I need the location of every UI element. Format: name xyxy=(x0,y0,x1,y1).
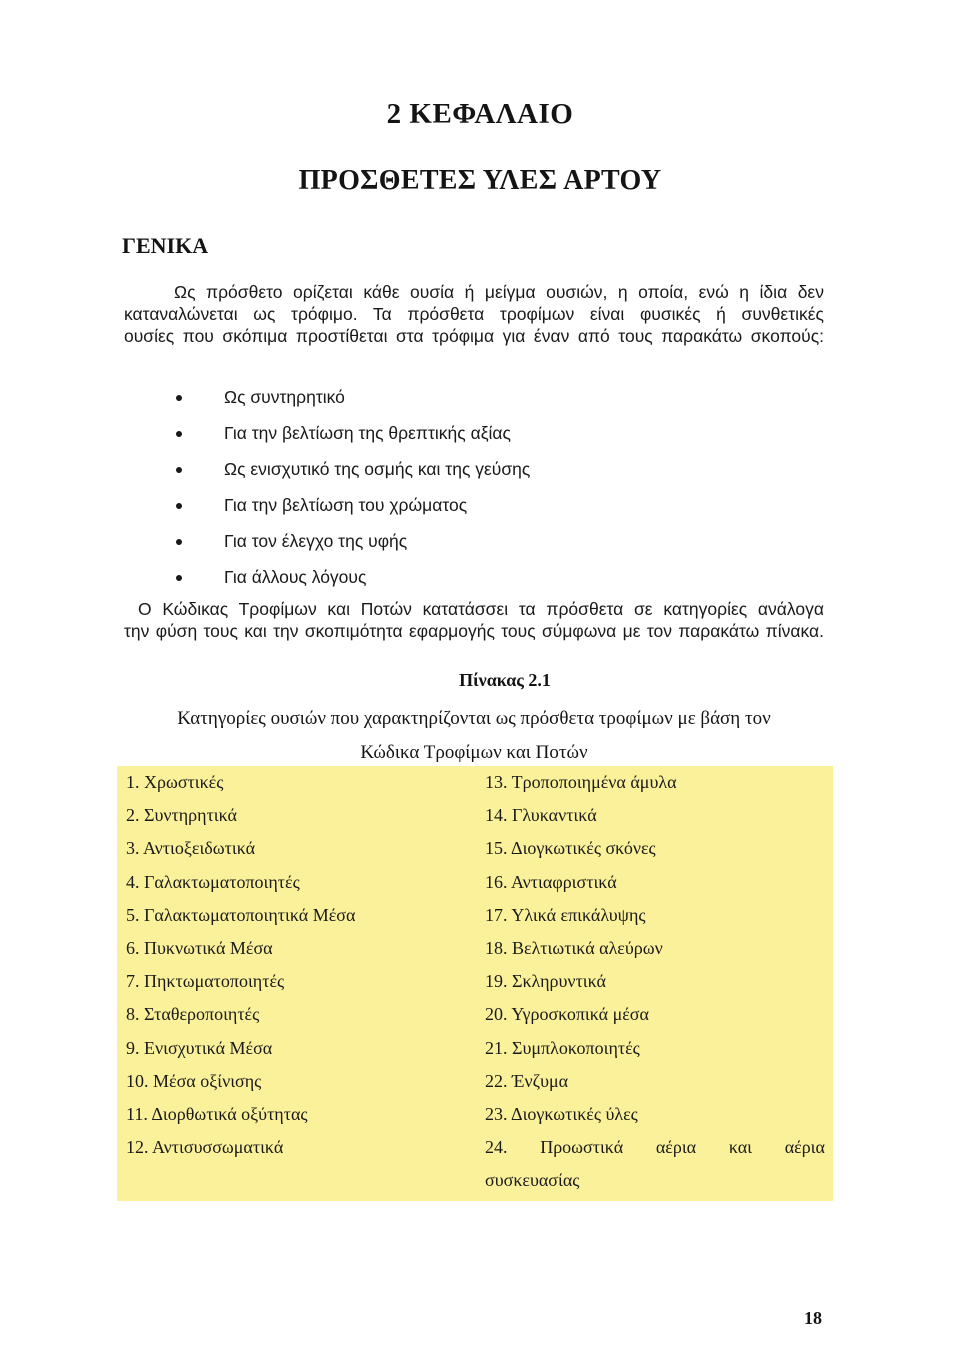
bullet-icon xyxy=(176,395,182,401)
table-item: 23. Διογκωτικές ύλες xyxy=(485,1103,638,1124)
table-item: 16. Αντιαφριστικά xyxy=(485,871,617,892)
table-item: 20. Υγροσκοπικά μέσα xyxy=(485,1004,649,1025)
table-item: 22. Ένζυμα xyxy=(485,1070,569,1091)
intro-line: Ως πρόσθετο ορίζεται κάθε ουσία ή μείγμα ουσιών, η οποία, ενώ η ίδια δεν xyxy=(174,282,824,302)
table-caption-line: Κατηγορίες ουσιών που χαρακτηρίζονται ως πρόσθετα τροφίμων με βάση τον xyxy=(177,708,771,729)
item-number: 24. xyxy=(485,1137,508,1158)
table-item: 6. Πυκνωτικά Μέσα xyxy=(126,937,273,958)
table-item-continuation: συσκευασίας xyxy=(485,1170,580,1191)
table-left-column xyxy=(126,770,355,1168)
table-item-last xyxy=(485,1135,825,1168)
chapter-title: 2 ΚΕΦΑΛΑΙΟ xyxy=(386,98,574,130)
code-paragraph xyxy=(124,598,824,642)
table-caption xyxy=(124,702,824,770)
bullet-icon xyxy=(176,575,182,581)
item-word: αέρια xyxy=(784,1137,825,1158)
section-heading: ΓΕΝΙΚΑ xyxy=(122,233,209,258)
table-item: 3. Αντιοξειδωτικά xyxy=(126,838,256,859)
table-item: 10. Μέσα οξίνισης xyxy=(126,1070,262,1091)
table-item: 13. Τροποποιημένα άμυλα xyxy=(485,772,677,792)
bullet-icon xyxy=(176,503,182,509)
table-right-column xyxy=(485,770,825,1198)
purpose-text: Για την βελτίωση του χρώματος xyxy=(224,495,468,515)
item-word: αέρια xyxy=(655,1137,697,1158)
table-item: 4. Γαλακτωματοποιητές xyxy=(126,871,300,892)
item-word: και xyxy=(728,1137,752,1158)
purpose-text: Για άλλους λόγους xyxy=(224,567,367,587)
purpose-text: Για την βελτίωση της θρεπτικής αξίας xyxy=(224,423,511,443)
list-item xyxy=(176,529,530,565)
code-line: Ο Κώδικας Τροφίμων και Ποτών κατατάσσει τα πρόσθετα σε κατηγορίες ανάλογα xyxy=(138,599,824,619)
table-item: 5. Γαλακτωματοποιητικά Μέσα xyxy=(126,904,356,925)
list-item xyxy=(176,457,530,493)
item-word: Προωστικά xyxy=(540,1137,624,1158)
page-number: 18 xyxy=(804,1308,822,1328)
purpose-text: Ως ενισχυτικό της οσμής και της γεύσης xyxy=(224,459,531,479)
table-item: 19. Σκληρυντικά xyxy=(485,971,606,992)
table-item: 15. Διογκωτικές σκόνες xyxy=(485,838,656,859)
purpose-list xyxy=(176,385,530,601)
purpose-text: Για τον έλεγχο της υφής xyxy=(224,531,408,551)
table-item: 8. Σταθεροποιητές xyxy=(126,1004,260,1025)
table-item: 2. Συντηρητικά xyxy=(126,805,237,826)
table-item: 12. Αντισυσσωματικά xyxy=(126,1137,284,1158)
page-title: ΠΡΟΣΘΕΤΕΣ ΥΛΕΣ ΑΡΤΟΥ xyxy=(298,165,662,196)
table-item: 11. Διορθωτικά οξύτητας xyxy=(126,1103,308,1124)
table-item: 9. Ενισχυτικά Μέσα xyxy=(126,1037,273,1058)
code-line: την φύση τους και την σκοπιμότητα εφαρμογής τους σύμφωνα με τον παρακάτω πίνακα. xyxy=(124,621,824,641)
table-label: Πίνακας 2.1 xyxy=(459,670,551,690)
purpose-text: Ως συντηρητικό xyxy=(224,387,345,407)
table-item: 1. Χρωστικές xyxy=(126,772,224,792)
intro-line: ουσίες που σκόπιμα προστίθεται στα τρόφιμα για έναν από τους παρακάτω σκοπούς: xyxy=(124,326,824,346)
bullet-icon xyxy=(176,467,182,473)
bullet-icon xyxy=(176,431,182,437)
table-item: 18. Βελτιωτικά αλεύρων xyxy=(485,937,663,958)
list-item xyxy=(176,421,530,457)
list-item xyxy=(176,385,530,421)
intro-paragraph xyxy=(124,281,824,347)
table-caption-line: Κώδικα Τροφίμων και Ποτών xyxy=(360,742,588,763)
list-item xyxy=(176,565,530,601)
table-item: 21. Συμπλοκοποιητές xyxy=(485,1037,640,1058)
list-item xyxy=(176,493,530,529)
bullet-icon xyxy=(176,539,182,545)
table-item: 17. Υλικά επικάλυψης xyxy=(485,904,646,925)
table-item: 14. Γλυκαντικά xyxy=(485,805,597,826)
table-item: 7. Πηκτωματοποιητές xyxy=(126,971,285,992)
intro-line: καταναλώνεται ως τρόφιμο. Τα πρόσθετα τροφίμων είναι φυσικές ή συνθετικές xyxy=(124,304,824,324)
